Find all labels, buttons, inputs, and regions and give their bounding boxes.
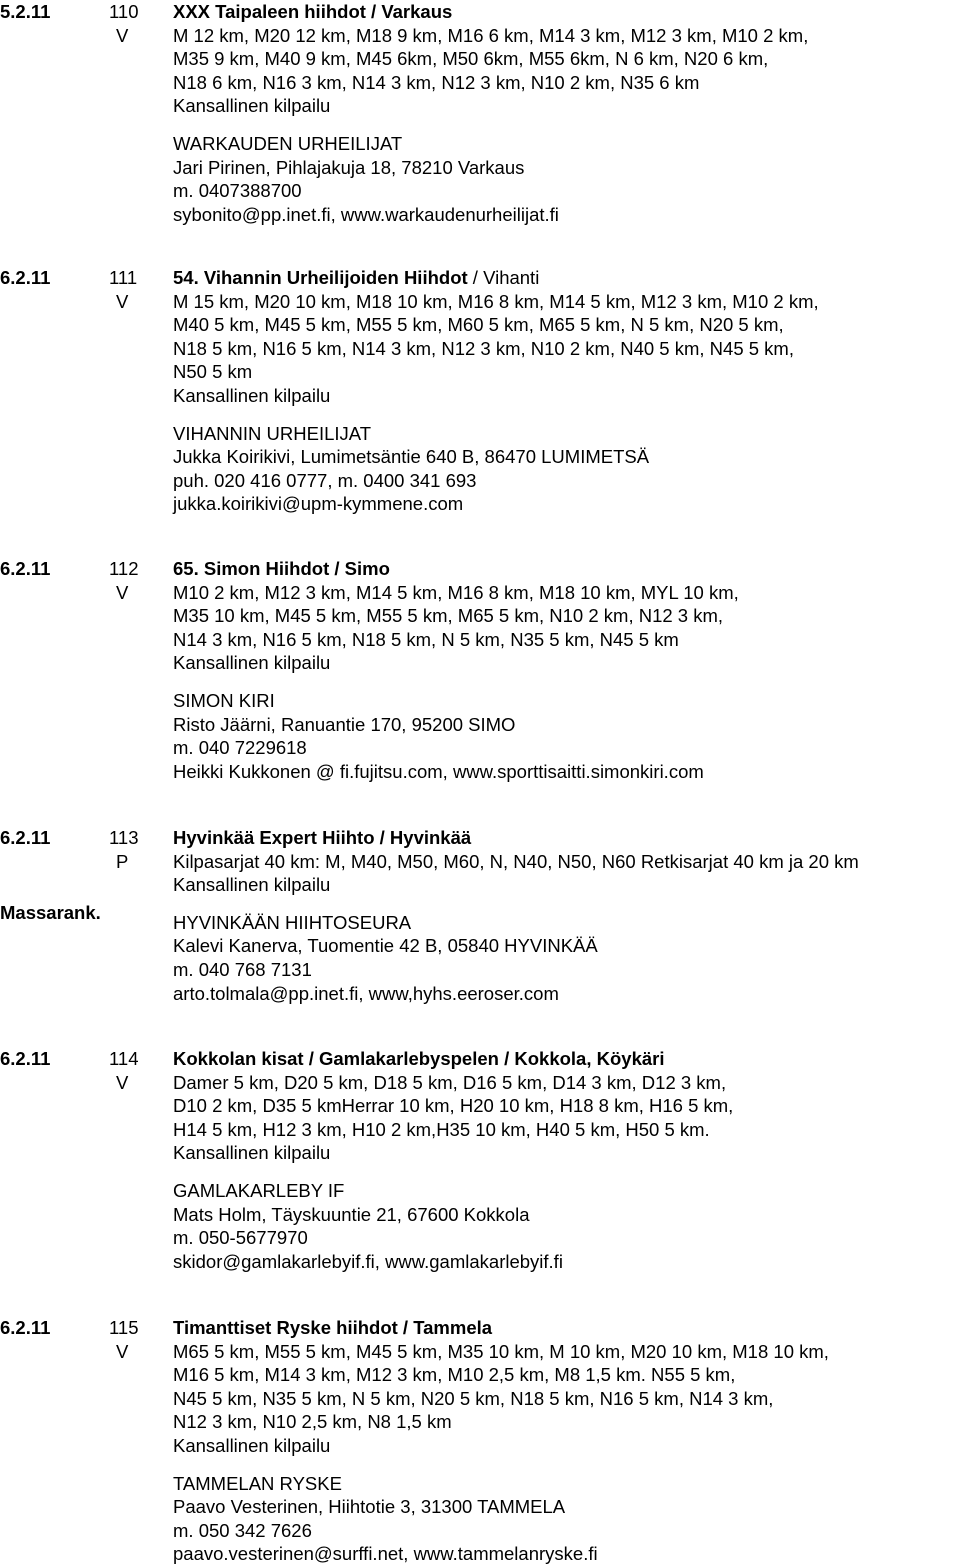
event-class-line: Kansallinen kilpailu	[173, 95, 331, 117]
event-title	[173, 0, 960, 24]
event-date: 6.2.11	[0, 267, 51, 288]
event-class-line: Kansallinen kilpailu	[173, 652, 331, 674]
event-class-line: M65 5 km, M55 5 km, M45 5 km, M35 10 km, M 10 km, M20 10 km, M18 10 km,	[173, 1340, 829, 1362]
contact-line: SIMON KIRI	[173, 689, 275, 711]
event-class-line: H14 5 km, H12 3 km, H10 2 km,H35 10 km, H40 5 km, H50 5 km.	[173, 1118, 710, 1140]
event-title-part: 54. Vihannin Urheilijoiden Hiihdot	[173, 267, 468, 288]
event-class-line: Kansallinen kilpailu	[173, 1142, 331, 1164]
event-class-line: N18 5 km, N16 5 km, N14 3 km, N12 3 km, N10 2 km, N40 5 km, N45 5 km,	[173, 337, 794, 359]
contact-line: m. 040 768 7131	[173, 958, 312, 980]
event-date: 6.2.11	[0, 1048, 51, 1069]
event-date: 5.2.11	[0, 1, 51, 22]
event-class-line: M16 5 km, M14 3 km, M12 3 km, M10 2,5 km, M8 1,5 km. N55 5 km,	[173, 1364, 736, 1386]
event-class-line: M10 2 km, M12 3 km, M14 5 km, M16 8 km, M18 10 km, MYL 10 km,	[173, 581, 739, 603]
contact-line: m. 050-5677970	[173, 1227, 308, 1249]
contact-line: Paavo Vesterinen, Hiihtotie 3, 31300 TAMMELA	[173, 1496, 566, 1518]
event-class-line: Kilpasarjat 40 km: M, M40, M50, M60, N, N40, N50, N60 Retkisarjat 40 km ja 20 km	[173, 850, 859, 872]
contact-line: Risto Jäärni, Ranuantie 170, 95200 SIMO	[173, 713, 516, 735]
event-type: V	[116, 1340, 129, 1362]
spacer	[173, 1458, 960, 1472]
event-date: 6.2.11	[0, 1317, 51, 1338]
event-class-line: M35 9 km, M40 9 km, M45 6km, M50 6km, M55 6km, N 6 km, N20 6 km,	[173, 48, 769, 70]
event-title-part: Timanttiset Ryske hiihdot / Tammela	[173, 1317, 493, 1338]
event-title-part: 65. Simon Hiihdot / Simo	[173, 558, 390, 579]
contact-line: jukka.koirikivi@upm-kymmene.com	[173, 493, 464, 515]
event-note: Massarank.	[0, 902, 101, 923]
contact-line: VIHANNIN URHEILIJAT	[173, 422, 372, 444]
contact-line: skidor@gamlakarlebyif.fi, www.gamlakarlebyif.fi	[173, 1250, 563, 1272]
event-details	[173, 557, 960, 783]
contact-line: Mats Holm, Täyskuuntie 21, 67600 Kokkola	[173, 1203, 530, 1225]
event-number: 112	[109, 558, 139, 579]
contact-line: WARKAUDEN URHEILIJAT	[173, 132, 403, 154]
event-type: V	[116, 290, 129, 312]
event-number: 113	[109, 827, 139, 848]
event-details	[173, 1047, 960, 1273]
event-number: 115	[109, 1317, 139, 1338]
event-title	[173, 1316, 960, 1340]
event-details	[173, 1316, 960, 1566]
event-title-part: /	[467, 267, 484, 288]
event-title	[173, 266, 960, 290]
event-class-line: N45 5 km, N35 5 km, N 5 km, N20 5 km, N18 5 km, N16 5 km, N14 3 km,	[173, 1387, 774, 1409]
event-number: 111	[109, 267, 138, 288]
event-class-line: Kansallinen kilpailu	[173, 384, 331, 406]
event-details	[173, 0, 960, 226]
event-class-line: Kansallinen kilpailu	[173, 874, 331, 896]
event-type: V	[116, 581, 129, 603]
event-title	[173, 826, 960, 850]
event-number: 114	[109, 1048, 139, 1069]
spacer	[173, 675, 960, 689]
event-class-line: M 15 km, M20 10 km, M18 10 km, M16 8 km, M14 5 km, M12 3 km, M10 2 km,	[173, 290, 819, 312]
event-title	[173, 557, 960, 581]
event-class-line: Kansallinen kilpailu	[173, 1434, 331, 1456]
event-title-part: XXX Taipaleen hiihdot / Varkaus	[173, 1, 453, 22]
event-type: V	[116, 1071, 129, 1093]
contact-line: GAMLAKARLEBY IF	[173, 1179, 345, 1201]
event-date: 6.2.11	[0, 827, 51, 848]
event-class-line: N50 5 km	[173, 361, 253, 383]
spacer	[173, 408, 960, 422]
event-title	[173, 1047, 960, 1071]
event-class-line: N14 3 km, N16 5 km, N18 5 km, N 5 km, N35 5 km, N45 5 km	[173, 628, 679, 650]
event-date: 6.2.11	[0, 558, 51, 579]
event-type: P	[116, 850, 129, 872]
event-class-line: Damer 5 km, D20 5 km, D18 5 km, D16 5 km, D14 3 km, D12 3 km,	[173, 1071, 727, 1093]
contact-line: m. 050 342 7626	[173, 1519, 312, 1541]
contact-line: arto.tolmala@pp.inet.fi, www,hyhs.eeroser.com	[173, 982, 559, 1004]
contact-line: paavo.vesterinen@surffi.net, www.tammelanryske.fi	[173, 1543, 598, 1565]
event-class-line: N18 6 km, N16 3 km, N14 3 km, N12 3 km, N10 2 km, N35 6 km	[173, 71, 700, 93]
event-details	[173, 826, 960, 1005]
contact-line: Kalevi Kanerva, Tuomentie 42 B, 05840 HYVINKÄÄ	[173, 935, 598, 957]
event-title-part: Hyvinkää Expert Hiihto / Hyvinkää	[173, 827, 472, 848]
contact-line: Jukka Koirikivi, Lumimetsäntie 640 B, 86470 LUMIMETSÄ	[173, 446, 650, 468]
event-number: 110	[109, 1, 139, 22]
event-title-part: Vihanti	[483, 267, 540, 288]
event-class-line: M40 5 km, M45 5 km, M55 5 km, M60 5 km, M65 5 km, N 5 km, N20 5 km,	[173, 314, 784, 336]
spacer	[173, 1165, 960, 1179]
contact-line: puh. 020 416 0777, m. 0400 341 693	[173, 469, 477, 491]
contact-line: Heikki Kukkonen @ fi.fujitsu.com, www.sporttisaitti.simonkiri.com	[173, 760, 704, 782]
event-class-line: M35 10 km, M45 5 km, M55 5 km, M65 5 km, N10 2 km, N12 3 km,	[173, 605, 724, 627]
spacer	[173, 897, 960, 911]
spacer	[173, 118, 960, 132]
contact-line: Jari Pirinen, Pihlajakuja 18, 78210 Varkaus	[173, 156, 525, 178]
event-class-line: N12 3 km, N10 2,5 km, N8 1,5 km	[173, 1411, 452, 1433]
event-class-line: D10 2 km, D35 5 kmHerrar 10 km, H20 10 km, H18 8 km, H16 5 km,	[173, 1095, 734, 1117]
event-details	[173, 266, 960, 516]
contact-line: HYVINKÄÄN HIIHTOSEURA	[173, 911, 412, 933]
event-class-line: M 12 km, M20 12 km, M18 9 km, M16 6 km, M14 3 km, M12 3 km, M10 2 km,	[173, 24, 809, 46]
event-title-part: Kokkolan kisat / Gamlakarlebyspelen / Kokkola, Köykäri	[173, 1048, 665, 1069]
event-type: V	[116, 24, 129, 46]
contact-line: TAMMELAN RYSKE	[173, 1472, 342, 1494]
contact-line: m. 040 7229618	[173, 737, 307, 759]
contact-line: m. 0407388700	[173, 180, 302, 202]
contact-line: sybonito@pp.inet.fi, www.warkaudenurheilijat.fi	[173, 203, 559, 225]
